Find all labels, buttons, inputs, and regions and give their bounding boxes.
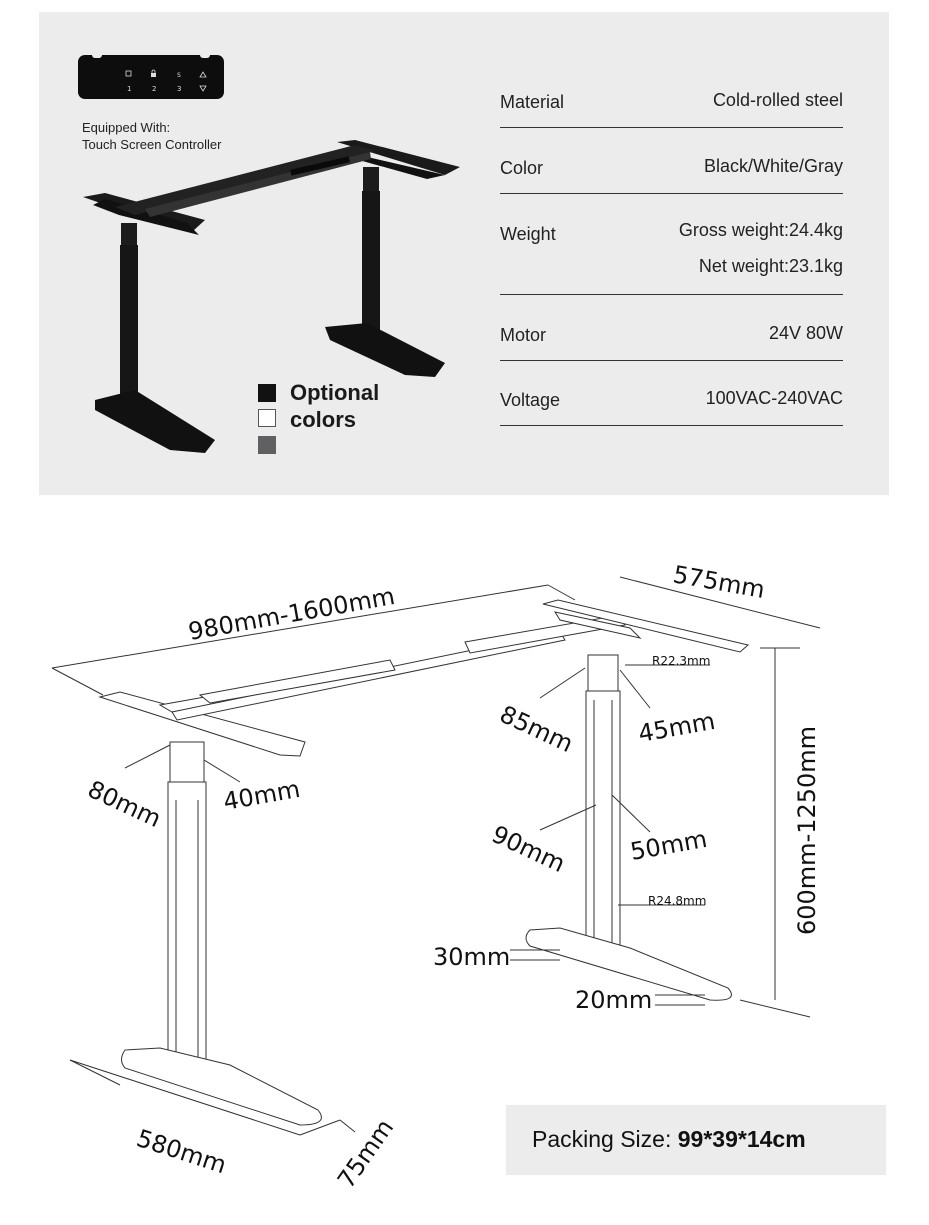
packing-size-value: 99*39*14cm	[677, 1126, 806, 1152]
width-range-label: 980mm-1600mm	[186, 582, 397, 646]
caption-line-2: Touch Screen Controller	[82, 137, 222, 152]
gray-color-swatch	[258, 436, 276, 454]
spec-label: Material	[500, 92, 565, 112]
spec-row-weight	[500, 194, 843, 295]
caption-line-1: Equipped With:	[82, 120, 171, 135]
depth-label: 575mm	[670, 560, 767, 604]
spec-row-motor	[500, 295, 843, 361]
controller-button-2: 2	[152, 85, 157, 93]
left-upper-width-label: 40mm	[221, 774, 303, 816]
spec-value-net: Net weight:23.1kg	[698, 256, 843, 276]
foot-pad-label: 20mm	[575, 986, 653, 1014]
spec-value: Black/White/Gray	[703, 156, 843, 176]
controller-button-3: 3	[177, 85, 182, 93]
lower-column-depth-label: 90mm	[487, 820, 570, 879]
black-color-swatch	[258, 384, 276, 402]
white-color-swatch	[258, 409, 276, 427]
spec-label: Voltage	[500, 390, 561, 410]
legend-line-1: Optional	[290, 380, 380, 405]
spec-label: Color	[500, 158, 544, 178]
legend-line-2: colors	[290, 407, 357, 432]
upper-column-width-label: 45mm	[636, 706, 718, 748]
foot-length-label: 580mm	[133, 1124, 230, 1180]
spec-label: Weight	[500, 224, 556, 244]
touch-controller-image	[78, 55, 224, 99]
lower-column-width-label: 50mm	[628, 824, 710, 866]
spec-value: 100VAC-240VAC	[705, 388, 843, 408]
height-range-label: 600mm-1250mm	[793, 725, 821, 935]
s-icon: S	[177, 72, 181, 79]
packing-size-box	[506, 1105, 886, 1175]
down-arrow-icon	[200, 86, 206, 91]
spec-label: Motor	[500, 325, 547, 345]
radius-bottom-label: R24.8mm	[648, 894, 707, 908]
up-arrow-icon	[200, 72, 206, 77]
foot-height-label: 30mm	[433, 943, 511, 971]
controller-buttons	[78, 55, 224, 99]
packing-size-label: Packing Size:	[532, 1126, 672, 1152]
spec-value-gross: Gross weight:24.4kg	[678, 220, 843, 240]
controller-button-1: 1	[127, 85, 132, 93]
memory-icon	[126, 71, 131, 76]
spec-value: 24V 80W	[768, 323, 843, 343]
left-upper-depth-label: 80mm	[83, 775, 166, 834]
packing-size-text	[532, 1126, 806, 1153]
spec-row-voltage	[500, 361, 843, 426]
spec-row-color	[500, 128, 843, 194]
upper-column-depth-label: 85mm	[495, 700, 578, 759]
spec-row-material	[500, 62, 843, 128]
spec-value: Cold-rolled steel	[712, 90, 843, 110]
foot-width-label: 75mm	[331, 1114, 400, 1194]
radius-top-label: R22.3mm	[652, 654, 711, 668]
lock-icon	[151, 70, 156, 77]
specifications-table	[500, 62, 843, 426]
